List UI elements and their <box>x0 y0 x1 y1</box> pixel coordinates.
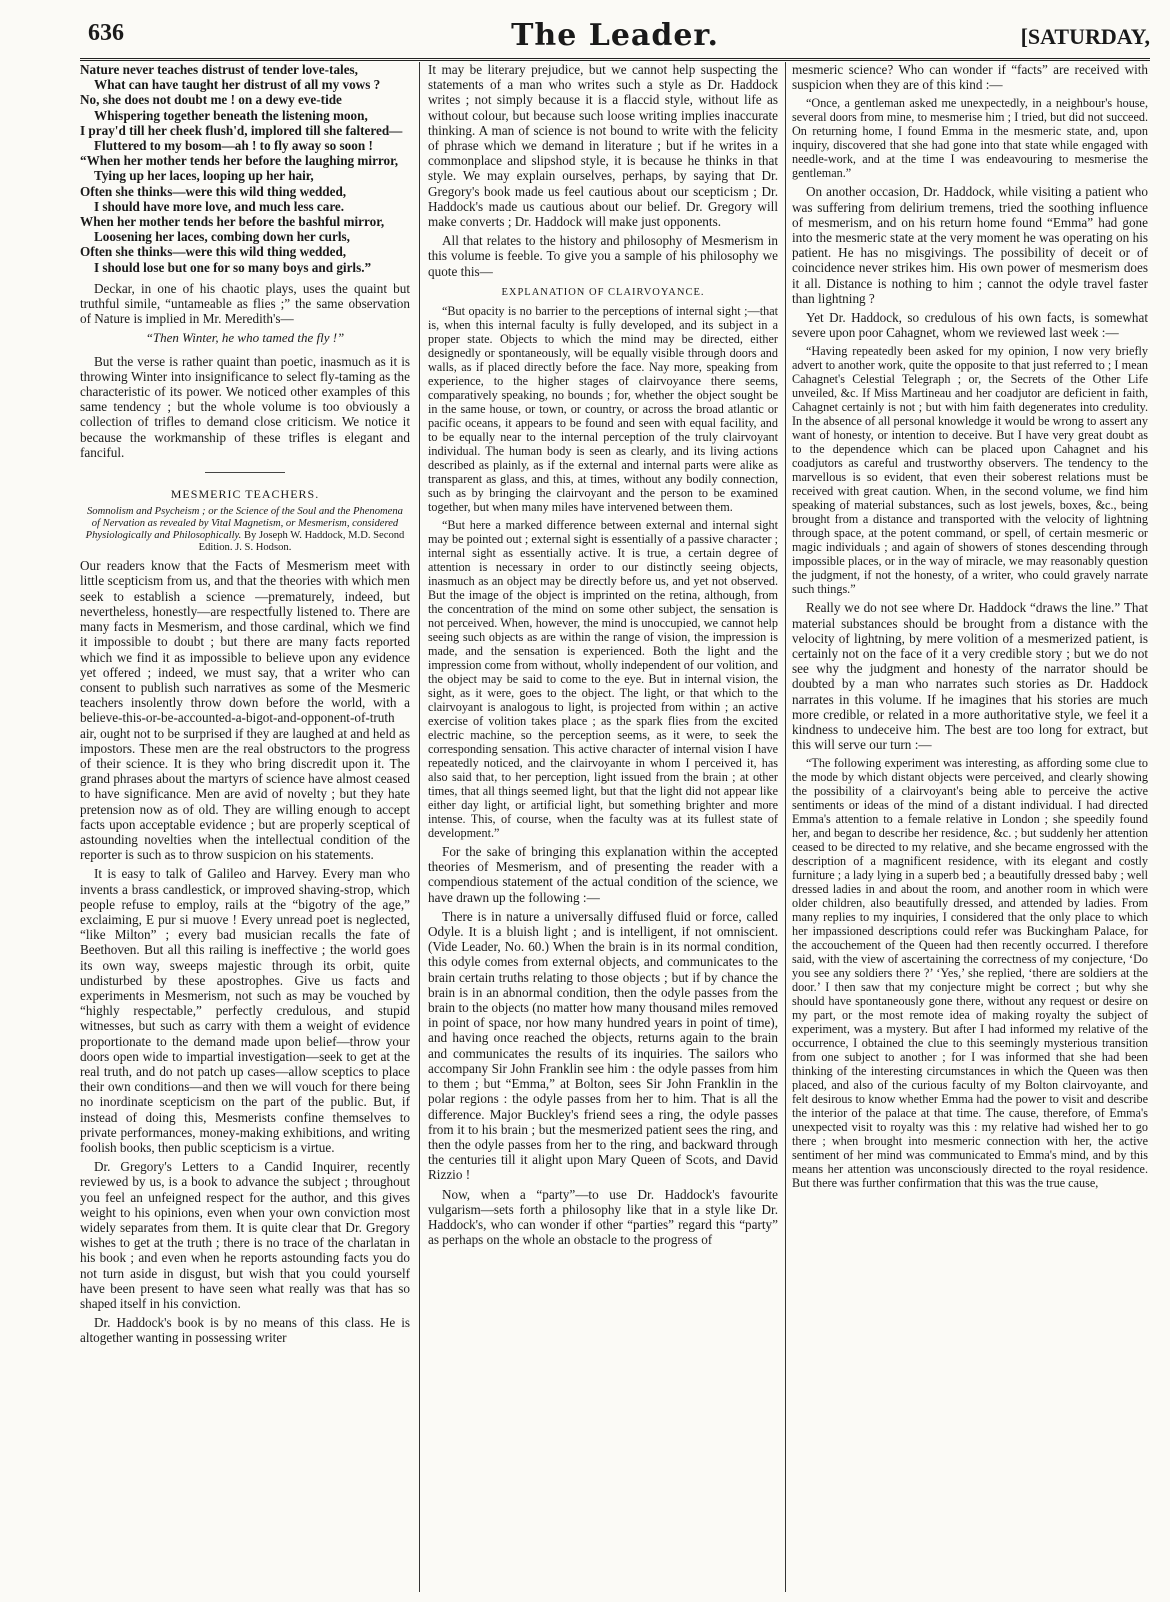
verse-line: Loosening her laces, combing down her curls, <box>94 229 350 245</box>
verse-line: No, she does not doubt me ! on a dewy eve-tide <box>80 92 342 108</box>
page-number: 636 <box>88 20 124 46</box>
quoted-paragraph: “The following experiment was interesting, as affording some clue to the mode by which distant objects were perceived, and clearly showing the possibility of a clairvoyant's being able to perceive the active sentiments or ideas of the mind of a distant individual. I had directed Emma's attention to a female relative in London ; she speedily found her, and began to describe her residence, &c. ; but suddenly her attention ceased to be directed to my relative, and she became engrossed with the description of a magnificent residence, with its elegant and costly furniture ; a lady lying in a superb bed ; a beautifully dressed baby ; well dressed ladies in and about the room, and another room in which were older children, also beautifully dressed, and attended by ladies. From many replies to my inquiries, I considered that the only place to which her impassioned descriptions could refer was Buckingham Palace, for the accouchement of the Queen had then recently occurred. I therefore said, with the view of ascertaining the correctness of my conjecture, ‘Do you see any soldiers there ?’ ‘Yes,’ she replied, ‘there are soldiers at the door.’ I then saw that my conjecture might be correct ; but why she should have spontaneously gone there, without any request or desire on my part, or the most remote idea of making royalty the subject of experiment, was a mystery. But after I had informed my relative of the occurrence, I obtained the clue to this seemingly mysterious transition from one subject to another ; for I was informed that she had been thinking of the interesting circumstances in which the Queen was then placed, and also of the curious faculty of my Bolton clairvoyante, and felt desirous to know whether Emma had the power to visit and describe the interior of the palace at that time. The cause, therefore, of Emma's unexpected visit to royalty was this : my relative had wished her to go there ; when brought into mesmeric connection with her, the active sentiment of her mind was communicated to Emma's mind, and by this means her attention was unconsciously directed to the royal residence. But there was further confirmation that this was the true cause, <box>792 756 1148 1191</box>
paragraph: Our readers know that the Facts of Mesmerism meet with little scepticism from us, and that the theories with which men seek to establish a science —prematurely, indeed, but nevertheless, honestly—are respectfully listened to. There are many facts in Mesmerism, and those cardinal, which we find it impossible to doubt ; but there are many facts reported which we find it as impossible to believe upon any evidence yet offered ; indeed, we must say, that a writer who can consent to publish such narratives as some of the Mesmeric teachers insolently throw down before the world, with a believe-this-or-be-accounted-a-bigot-and-opponent-of-truth air, ought not to be surprised if they are laughed at and held as impostors. These men are the real obstructors to the progress of their science. It is they who bring discredit upon it. The grand phrases about the martyrs of science have almost ceased to have significance. Men are avid of novelty ; but they hate pretension now as of old. They are willing enough to accept facts upon acceptable evidence ; but are properly sceptical of astounding novelties when the intellectual condition of the reporter is such as to throw suspicion on his statements. <box>80 558 410 863</box>
verse-line: When her mother tends her before the bashful mirror, <box>80 214 385 230</box>
column-divider <box>419 62 420 1592</box>
verse-line: Fluttered to my bosom—ah ! to fly away so soon ! <box>94 138 373 154</box>
verse-line: Nature never teaches distrust of tender love-tales, <box>80 62 358 77</box>
quoted-paragraph: “Having repeatedly been asked for my opinion, I now very briefly advert to another work, quite the opposite to that just referred to ; I mean Cahagnet's Celestial Telegraph ; or, the Secrets of the Other Life unveiled, &c. If Miss Martineau and her coadjutor are deficient in faith, Cahagnet certainly is not ; but with him faith degenerates into credulity. In the absence of all personal knowledge it would be wrong to assert any want of honesty, or intention to deceive. But I have very great doubt as to the dependence which can be placed upon Cahagnet and his coadjutors as careful and trustworthy observers. The tendency to the marvellous is so evident, that even their soberest relations must be received with great caution. When, in the second volume, we find him speaking of material substances, such as lost jewels, boxes, &c., being brought from a distance and transported with the velocity of lightning through space, at the potent command, or spell, of certain mesmeric or magic individuals ; and again of showers of stones descending through impossible places, or in the way of miracle, we may reasonably question the judgment, if not the honesty, of a writer, who could gravely narrate such things.” <box>792 344 1148 597</box>
quoted-paragraph: “But opacity is no barrier to the perceptions of internal sight ;—that is, when this internal faculty is fully developed, and its subject in a proper state. Objects to which the mind may be directed, either designedly or spontaneously, will be equally visible through doors and walls, as if placed directly before the face. Nay more, speaking from experience, to the higher stages of clairvoyance there seems, comparatively speaking, no bounds ; for, whether the object sought be in the same house, or town, or country, or across the broad atlantic or pacific oceans, it appears to be found and seen with equal facility, and to be equally near to the internal perception of the truly clairvoyant individual. The human body is seen as clearly, and its living actions described as plainly, as if the external and internal parts were alike as transparent as glass, and this, at times, without any bodily connection, such as by bringing the clairvoyant and the person to be examined together, but when many miles have intervened between them. <box>428 304 778 515</box>
header-rule <box>80 58 1150 61</box>
paragraph: But the verse is rather quaint than poetic, inasmuch as it is throwing Winter into insignificance to select fly-taming as the characteristic of its power. We noticed other examples of this same tendency ; but the whole volume is too obviously a collection of trifles to demand close criticism. We notice it because the workmanship of these trifles is elegant and fanciful. <box>80 353 410 460</box>
column-2 <box>428 62 778 1592</box>
book-title: Somnolism and Psycheism ; or the Science of the Soul and the Phenomena of Nervation as revealed by Vital Magnetism, or Mesmerism, considered Physiologically and Philosophically. <box>85 506 403 542</box>
paragraph: For the sake of bringing this explanation within the accepted theories of Mesmerism, and of presenting the reader with a compendious statement of the actual condition of the science, we have drawn up the following :— <box>428 844 778 905</box>
paragraph: mesmeric science? Who can wonder if “facts” are received with suspicion when they are of this kind :— <box>792 62 1148 93</box>
section-title: MESMERIC TEACHERS. <box>170 487 320 502</box>
verse-line: Often she thinks—were this wild thing wedded, <box>80 244 347 260</box>
verse-line: What can have taught her distrust of all my vows ? <box>94 77 381 93</box>
paragraph: On another occasion, Dr. Haddock, while visiting a patient who was suffering from delirium tremens, tried the soothing influence of mesmerism, and on his return home found “Emma” had gone into the mesmeric state at the very moment he was operating on his patient. He has no misgivings. The possibility of deceit or of coincidence never strikes him. His own power of mesmerism does it all. Distance is nothing to him ; cannot the odyle travel faster than lightning ? <box>792 184 1148 306</box>
issue-day: [SATURDAY, <box>1020 24 1150 49</box>
column-3 <box>792 62 1148 1592</box>
subsection-title: EXPLANATION OF CLAIRVOYANCE. <box>501 286 705 298</box>
quoted-paragraph: “Once, a gentleman asked me unexpectedly, in a neighbour's house, several doors from mine, to mesmerise him ; I tried, but did not succeed. On returning home, I found Emma in the mesmeric state, and, upon inquiry, discovered that she had gone into that state while engaged with needle-work, and at the time I was endeavouring to mesmerise the gentleman.” <box>792 96 1148 181</box>
verse-line: I should lose but one for so many boys and girls.” <box>94 259 372 275</box>
quoted-paragraph: “But here a marked difference between external and internal sight may be pointed out ; external sight is essentially of a passive character ; internal sight as essentially active. It is true, a certain degree of attention is necessary in order to our distinctly seeing objects, inasmuch as an object may be directly before us, and yet not observed. But the image of the object is imprinted on the retina, although, from the concentration of the mind on some other subject, the sensation is not perceived. When, however, the mind is unoccupied, we cannot help seeing such objects as are within the range of vision, the impression is made, and the sensation is experienced. Both the light and the impression come from without, wholly independent of our volition, and the object may be said to come to the eye. But in internal vision, the sight, as it were, goes to the object. The light, or that which to the clairvoyant is analogous to light, is projected from within ; an active exercise of volition takes place ; as the spark flies from the excited electric machine, so the perception seems, as it were, to seek the corresponding sensation. This active character of internal vision I have repeatedly noticed, and the clairvoyante in whom I perceived it, has also said that, to her perception, light issued from the brain ; at other times, that all things seemed light, but that the light did not appear like either day light, or artificial light, but something brighter and more intense. This, of course, when the faculty was at its fullest state of development.” <box>428 518 778 841</box>
book-author: By Joseph W. Haddock, M.D. Second Edition. J. S. Hodson. <box>198 530 405 554</box>
paragraph: Dr. Haddock's book is by no means of this class. He is altogether wanting in possessing writer <box>80 1315 410 1346</box>
paragraph: It is easy to talk of Galileo and Harvey. Every man who invents a brass candlestick, or improved shaving-strop, which people refuse to employ, rails at the “bigotry of the age,” exclaiming, E pur si muove ! Every unread poet is neglected, “like Milton” ; every bad musician recalls the fate of Beethoven. But all this railing is ineffective ; the world goes its own way, sweeps majestic through its orbit, quite undisturbed by these apostrophes. Give us facts and experiments in Mesmerism, not such as may be vouched by “highly respectable,” perfectly credulous, and stupid witnesses, but such as carry with them a weight of evidence proportionate to the demand made upon belief—throw your doors open wide to impartial investigation—seek to get at the real truth, and do not patch up cases—allow sceptics to place their own conditions—and then we will vouch for there being no inordinate scepticism on the part of the public. But, if instead of doing this, Mesmerists confine themselves to private performances, money-making exhibitions, and writing foolish books, then public scepticism is a virtue. <box>80 866 410 1155</box>
book-reference <box>84 506 406 554</box>
paragraph: Now, when a “party”—to use Dr. Haddock's favourite vulgarism—sets forth a philosophy like that in a style like Dr. Haddock's, who can wonder if other “parties” regard this “party” as perhaps on the whole an obstacle to the progress of <box>428 1186 778 1248</box>
quoted-line: “Then Winter, he who tamed the fly !” <box>145 330 345 346</box>
masthead-title: The Leader. <box>511 18 719 53</box>
poem-excerpt <box>80 62 410 275</box>
paragraph: It may be literary prejudice, but we cannot help suspecting the statements of a man who writes such a style as Dr. Haddock writes ; not simply because it is a flaccid style, without life as without colour, but because such loose writing implies inaccurate thinking. A man of science is not bound to write with the felicity of phrase which we demand in literature ; but if he writes in a commonplace and slipshod style, it is because he thinks in that style. We may explain ourselves, perhaps, by saying that Dr. Gregory's book made us feel cautious about our scepticism ; Dr. Haddock's made us cautious about our belief. Dr. Gregory will make converts ; Dr. Haddock will make just opponents. <box>428 62 778 230</box>
verse-line: Tying up her laces, looping up her hair, <box>94 168 314 184</box>
page-header <box>80 18 1150 60</box>
verse-line: Whispering together beneath the listening moon, <box>94 107 368 123</box>
paragraph: Dr. Gregory's Letters to a Candid Inquirer, recently reviewed by us, is a book to advance the subject ; throughout you feel an unfeigned respect for the author, and this gives weight to his opinions, even when your own conviction most widely separates from them. It is quite clear that Dr. Gregory wishes to get at the truth ; there is no trace of the charlatan in his book ; and even when he reports astounding facts you do not turn aside in disgust, but wish that you could yourself have been present to have seen what really was that has so shaped itself in his conviction. <box>80 1159 410 1312</box>
verse-line: I should have more love, and much less care. <box>94 198 345 214</box>
paragraph: All that relates to the history and philosophy of Mesmerism in this volume is feeble. To give you a sample of his philosophy we quote this— <box>428 233 778 279</box>
paragraph: There is in nature a universally diffused fluid or force, called Odyle. It is a bluish light ; and is intelligent, if not omniscient. (Vide Leader, No. 60.) When the brain is in its normal condition, this odyle comes from external objects, and communicates to the brain certain truths relating to those objects ; but if by chance the brain is in an abnormal condition, then the odyle passes from the brain to the objects (no matter how many thousand miles removed in point of space, nor how many hundred years in point of time), and having once reached the objects, returns again to the brain and communicates the results of its inquiries. The sailors who accompany Sir John Franklin see him : the odyle passes from him to them ; but “Emma,” at Bolton, sees Sir John Franklin in the polar regions : the odyle passes from her to him. That is all the difference. Major Buckley's friend sees a ring, the odyle passes from it to his brain ; but the mesmerized patient sees the ring, and then the odyle passes from her to the ring, and backward through the centuries till it alight upon Mary Queen of Scots, and David Rizzio ! <box>428 908 778 1183</box>
column-1 <box>80 62 410 1592</box>
column-divider <box>785 62 786 1592</box>
verse-line: Often she thinks—were this wild thing wedded, <box>80 183 347 199</box>
paragraph: Really we do not see where Dr. Haddock “draws the line.” That material substances should be brought from a distance with the velocity of lightning, by mere volition of a mesmerized patient, is certainly not on the face of it a very credible story ; but we do not see why the judgment and honesty of the narrator should be doubted by a man who narrates such stories as Dr. Haddock narrates in this volume. If he imagines that his stories are much more credible, or related in a more authoritative style, we feel it a kindness to undeceive him. The best are too long for extract, but this will serve our turn :— <box>792 600 1148 753</box>
paragraph: Yet Dr. Haddock, so credulous of his own facts, is somewhat severe upon poor Cahagnet, whom we reviewed last week :— <box>792 310 1148 341</box>
section-rule <box>205 472 285 473</box>
verse-line: “When her mother tends her before the laughing mirror, <box>80 153 399 169</box>
verse-line: I pray'd till her cheek flush'd, implored till she faltered— <box>80 122 403 138</box>
paragraph: Deckar, in one of his chaotic plays, uses the quaint but truthful simile, “untameable as flies ;” the same observation of Nature is implied in Mr. Meredith's— <box>80 280 410 327</box>
